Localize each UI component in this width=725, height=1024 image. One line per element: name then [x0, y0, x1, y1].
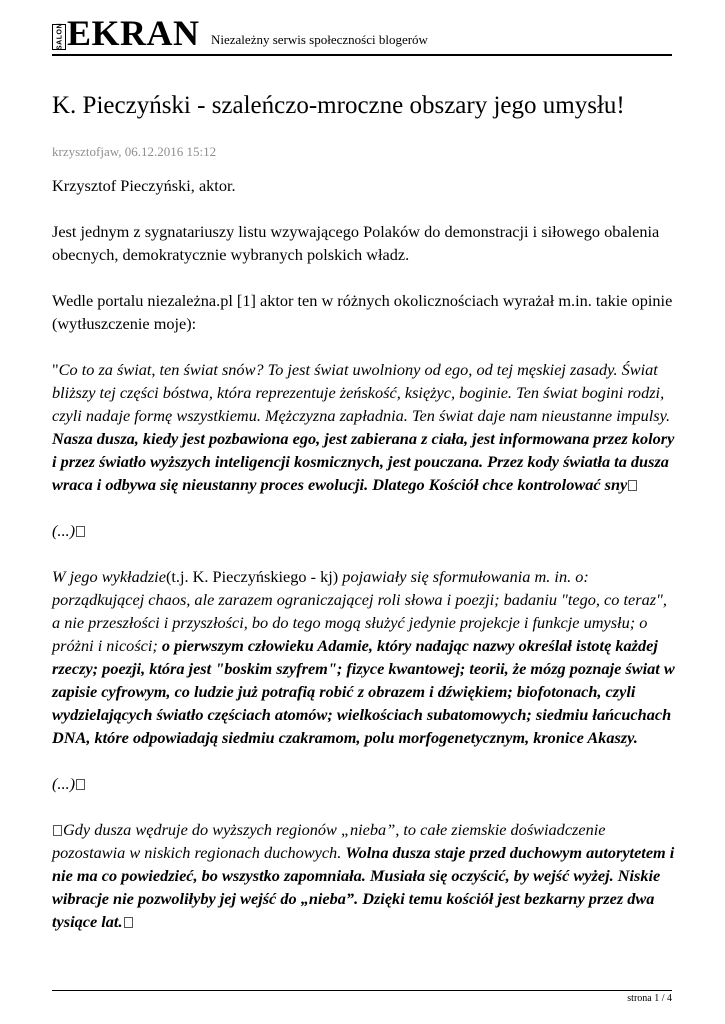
ellipsis-text: (...): [52, 521, 76, 540]
quote-bold-text: o pierwszym człowieku Adamie, który nadając nazwy określał istotę każdej rzeczy; poezji, która jest "boskim szyfrem"; fizyce kwantowej; teorii, że mózg poznaje świat w zapisie cyfrowym, co ludzie już potrafią robić z obrazem i dźwiękiem; biofotonach, czyli wydzielających światło częściach atomów; wielkościach subatomowych; siedmiu łańcuchach DNA, które odpowiadają siedmiu czakramom, polu morfogenetycznym, kronice Akaszy.: [52, 636, 675, 747]
logo-mark-text: SALON: [56, 23, 64, 50]
quote-italic-text: W jego wykładzie: [52, 567, 166, 586]
paragraph: Jest jednym z sygnatariuszy listu wzywającego Polaków do demonstracji i siłowego obalenia obecnych, demokratycznie wybranych polskich władz.: [52, 222, 660, 264]
site-tagline: Niezależny serwis społeczności blogerów: [211, 32, 428, 47]
page-number: strona 1 / 4: [627, 993, 672, 1004]
site-logo[interactable]: [52, 13, 200, 53]
missing-glyph-icon: [628, 480, 637, 491]
quote-paragraph-1: [52, 358, 677, 496]
quote-plain-text: (t.j. K. Pieczyńskiego - kj): [165, 567, 339, 586]
article-meta: krzysztofjaw, 06.12.2016 15:12: [52, 144, 217, 159]
missing-glyph-icon: [76, 779, 85, 790]
ellipsis-paragraph: [52, 772, 677, 795]
missing-glyph-icon: [124, 917, 133, 928]
quote-paragraph-3: [52, 818, 677, 933]
quote-bold-text: Nasza dusza, kiedy jest pozbawiona ego, jest zabierana z ciała, jest informowana przez kolory i przez światło wyższych inteligencji kosmicznych, jest pouczana. Przez kody światła ta dusza wraca i odbywa się nieustanny proces ewolucji. Dlatego Kościół chce kontrolować sny: [52, 429, 675, 494]
quote-paragraph-2: [52, 565, 677, 749]
missing-glyph-icon: [53, 825, 62, 836]
page-footer: [52, 990, 672, 1004]
paragraph: Wedle portalu niezależna.pl [1] aktor ten w różnych okolicznościach wyrażał m.in. takie opinie (wytłuszczenie moje):: [52, 291, 673, 333]
missing-glyph-icon: [76, 526, 85, 537]
quote-open: ": [52, 360, 59, 379]
article-body: [52, 174, 677, 956]
logo-mark: [52, 24, 66, 50]
quote-italic-text: Co to za świat, ten świat snów? To jest świat uwolniony od ego, od tej męskiej zasady. Świat bliższy tej części bóstwa, która reprezentuje żeńskość, księżyc, boginie. Ten świat bogini rodzi, czyli nadaje formę wszystkiemu. Mężczyzna zapładnia. Ten świat daje nam nieustanne impulsy.: [52, 360, 671, 425]
article-title: K. Pieczyński - szaleńczo-mroczne obszary jego umysłu!: [52, 92, 625, 119]
quote-italic-text: pojawiały się sformułowania m. in. o: porządkującej chaos, ale zarazem ograniczającej roli słowa i poezji; badaniu "tego, co teraz", a nie przeszłości i przyszłości, bo do tego mogą służyć jedynie projekcje i funkcje umysłu; o próżni i nicości;: [52, 567, 667, 655]
logo-text: EKRAN: [67, 13, 200, 53]
ellipsis-paragraph: [52, 519, 677, 542]
site-header: [52, 14, 672, 56]
paragraph: Krzysztof Pieczyński, aktor.: [52, 176, 236, 195]
quote-bold-text: Wolna dusza staje przed duchowym autorytetem i nie ma co powiedzieć, bo wszystko zapomniała. Musiała się oczyścić, by wejść wyżej. Niskie wibracje nie pozwoliłyby jej wejść do „nieba”. Dzięki temu kościół jest bezkarny przez dwa tysiące lat.: [52, 843, 675, 931]
quote-italic-text: Gdy dusza wędruje do wyższych regionów „nieba”, to całe ziemskie doświadczenie pozostawia w niskich regionach duchowych.: [52, 820, 606, 862]
ellipsis-text: (...): [52, 774, 76, 793]
